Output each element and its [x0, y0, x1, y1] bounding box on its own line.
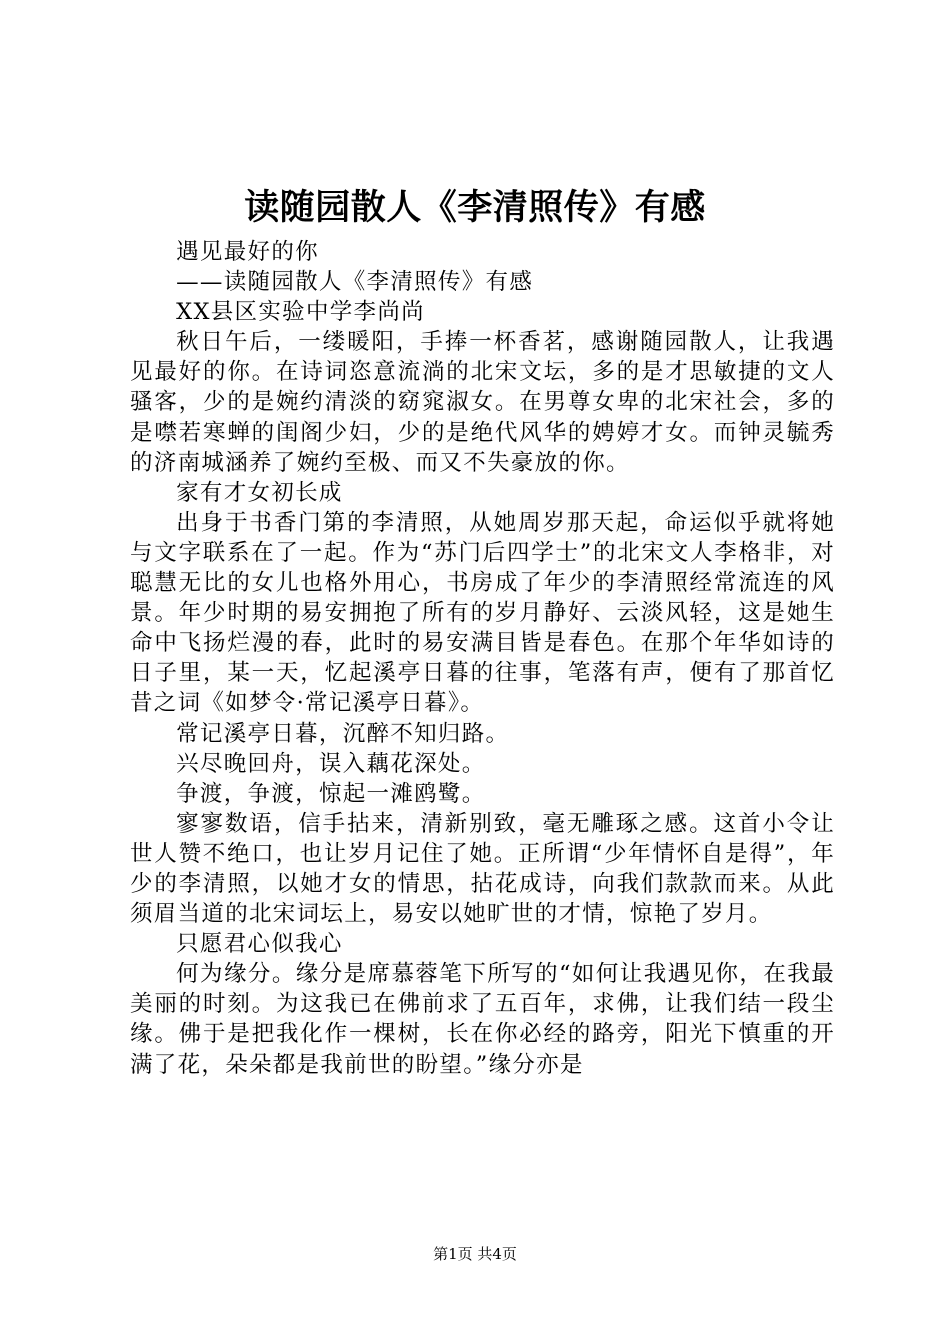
section-heading: 只愿君心似我心 — [176, 931, 343, 958]
document-body — [130, 237, 835, 1080]
author-line: XX县区实验中学李尚尚 — [176, 299, 425, 326]
page-footer: 第1页 共4页 — [433, 1245, 517, 1263]
section-heading: 家有才女初长成 — [176, 479, 343, 506]
subtitle-line: ——读随园散人《李清照传》有感 — [176, 269, 534, 296]
paragraph: 出身于书香门第的李清照，从她周岁那天起，命运似乎就将她与文字联系在了一起。作为“苏门后四学士”的北宋文人李格非，对聪慧无比的女儿也格外用心，书房成了年少的李清照经常流连的风景。年少时期的易安拥抱了所有的岁月静好、云淡风轻，这是她生命中飞扬烂漫的春，此时的易安满目皆是春色。在那个年华如诗的日子里，某一天，忆起溪亭日暮的往事，笔落有声，便有了那首忆昔之词《如梦令·常记溪亭日暮》。 — [130, 509, 835, 717]
poem-line: 兴尽晚回舟，误入藕花深处。 — [176, 750, 486, 777]
paragraph: 秋日午后，一缕暖阳，手捧一杯香茗，感谢随园散人，让我遇见最好的你。在诗词恣意流淌的北宋文坛，多的是才思敏捷的文人骚客，少的是婉约清淡的窈窕淑女。在男尊女卑的北宋社会，多的是噤若寒蝉的闺阁少妇，少的是绝代风华的娉婷才女。而钟灵毓秀的济南城涵养了婉约至极、而又不失豪放的你。 — [130, 329, 835, 476]
paragraph: 寥寥数语，信手拈来，清新别致，毫无雕琢之感。这首小令让世人赞不绝口，也让岁月记住了她。正所谓“少年情怀自是得”，年少的李清照，以她才女的情思，拈花成诗，向我们款款而来。从此须眉当道的北宋词坛上，易安以她旷世的才情，惊艳了岁月。 — [130, 810, 835, 928]
document-title: 读随园散人《李清照传》有感 — [244, 187, 706, 228]
poem-line: 争渡，争渡，惊起一滩鸥鹭。 — [176, 780, 486, 807]
poem-line: 常记溪亭日暮，沉醉不知归路。 — [176, 720, 510, 747]
subtitle-line: 遇见最好的你 — [176, 239, 319, 265]
paragraph: 何为缘分。缘分是席慕蓉笔下所写的“如何让我遇见你，在我最美丽的时刻。为这我已在佛前求了五百年，求佛，让我们结一段尘缘。佛于是把我化作一棵树，长在你必经的路旁，阳光下慎重的开满了花，朵朵都是我前世的盼望。”缘分亦是 — [130, 961, 835, 1078]
